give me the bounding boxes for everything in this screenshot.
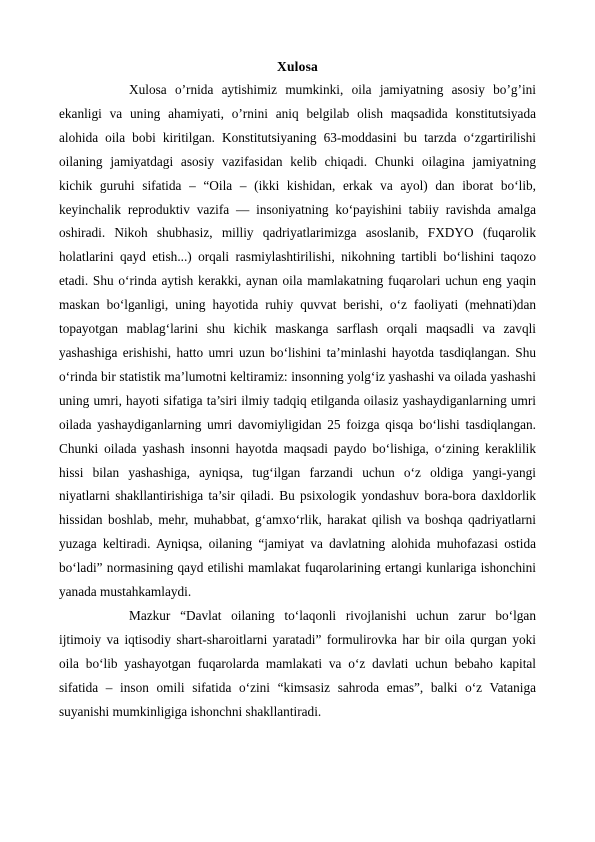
- paragraph-conclusion: Xulosa o’rnida aytishimiz mumkinki, oila jamiyatning asosiy bo’g’ini ekanligi va uning ahamiyati, o’rnini aniq belgilab olish maqsadida konstitutsiyada alohida oila bobi kiritilgan. Konstitutsiyaning 63-moddasini bu tarzda o‘zgartirilishi oilaning jamiyatdagi asosiy vazifasidan kelib chiqadi. Chunki oilagina jamiyatning kichik guruhi sifatida – “Oila – (ikki kishidan, erkak va ayol) dan iborat bo‘lib, keyinchalik reproduktiv vazifa — insoniyatning ko‘payishini tabiiy ravishda amalga oshiradi. Nikoh shubhasiz, milliy qadriyatlarimizga asoslanib, FXDYO (fuqarolik holatlarini qayd etish...) orqali rasmiylashtirilishi, nikohning tartibli bo‘lishini taqozo etadi. Shu o‘rinda aytish kerakki, aynan oila mamlakatning fuqarolari uchun eng yaqin maskan bo‘lganligi, uning hayotida ruhiy quvvat berishi, o‘z faoliyati (mehnati)dan topayotgan mablag‘larini shu kichik maskanga sarflash orqali maqsadli va zavqli yashashiga erishishi, hatto umri uzun bo‘lishini ta’minlashi hayotda tasdiqlangan. Shu o‘rinda bir statistik ma’lumotni keltiramiz: insonning yolg‘iz yashashi va oilada yashashi uning umri, hayoti sifatiga ta’siri ilmiy tadqiq etilganda oilasiz yashaydiganlarning umri oilada yashaydiganlarning umri davomiyligidan 25 foizga qisqa bo‘lishi tasdiqlangan. Chunki oilada yashash insonni hayotda maqsadi paydo bo‘lishiga, o‘zining keraklilik hissi bilan yashashiga, ayniqsa, tug‘ilgan farzandi uchun o‘z oldiga yangi-yangi niyatlarni shakllantirishiga ta’sir qiladi. Bu psixologik yondashuv bora-bora daxldorlik hissidan boshlab, mehr, muhabbat, g‘amxo‘rlik, harakat qilish va boshqa qadriyatlarni yuzaga keltiradi. Ayniqsa, oilaning “jamiyat va davlatning alohida muhofazasi ostida bo‘ladi” normasining qayd etilishi mamlakat fuqarolarining ertangi kunlariga ishonchini yanada mustahkamlaydi.: [59, 82, 536, 600]
- document-title: Xulosa: [277, 59, 318, 74]
- paragraph-state-role: Mazkur “Davlat oilaning to‘laqonli rivojlanishi uchun zarur bo‘lgan ijtimoiy va iqtisodiy shart-sharoitlarni yaratadi” formulirovka har bir oila qurgan yoki oila bo‘lib yashayotgan fuqarolarda mamlakati va o‘z davlati uchun bebaho kapital sifatida – inson omili sifatida o‘zini “kimsasiz sahroda emas”, balki o‘z Vataniga suyanishi mumkinligiga ishonchni shakllantiradi.: [59, 607, 536, 719]
